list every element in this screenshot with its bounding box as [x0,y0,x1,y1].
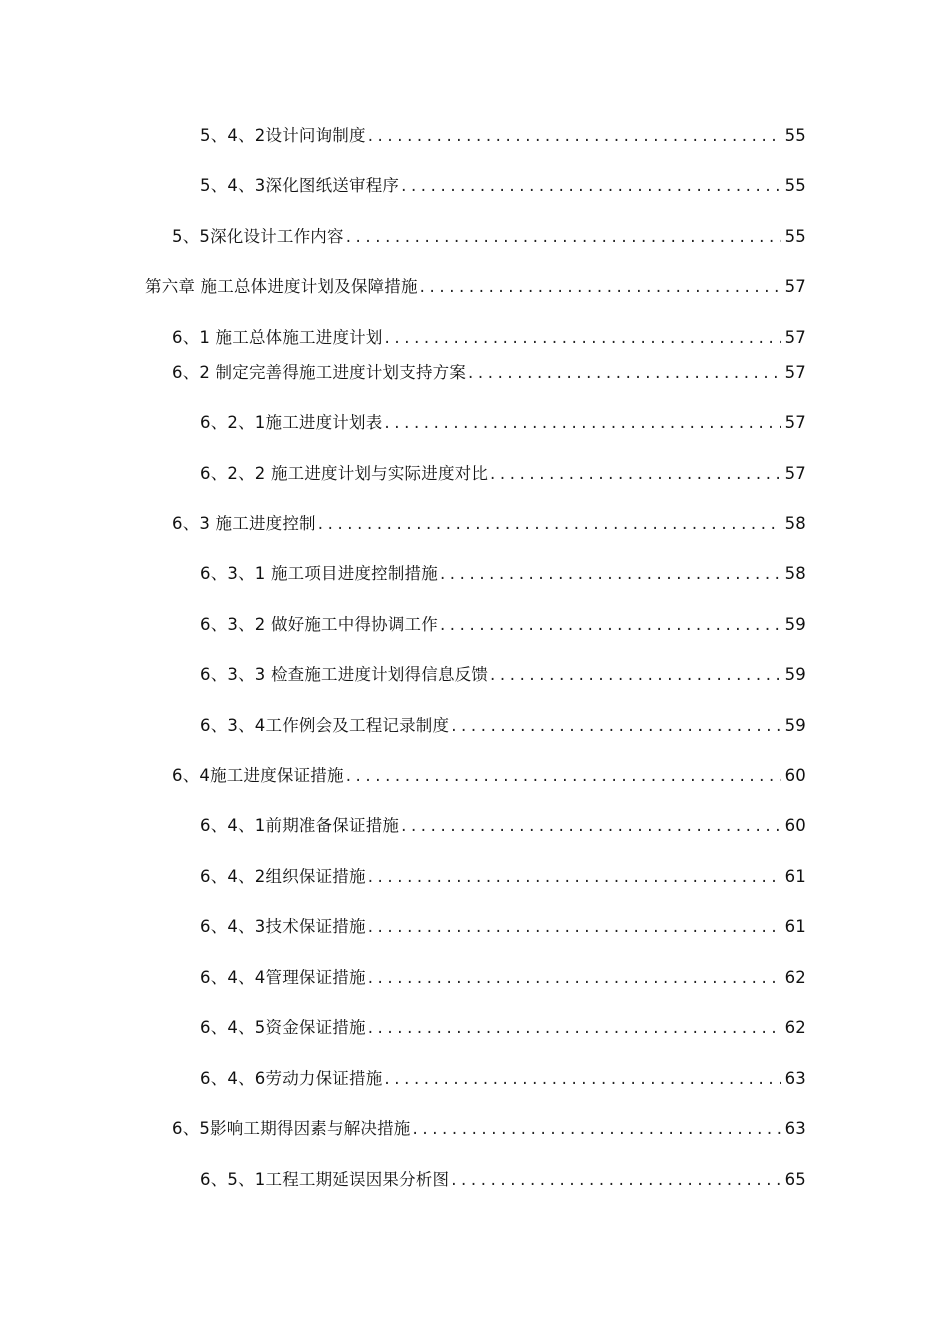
toc-entry[interactable] [200,122,806,150]
toc-entry-page-number: 55 [784,227,806,246]
toc-entry[interactable] [200,460,806,488]
toc-entry-page-number: 65 [784,1170,806,1189]
toc-entry-title: 6、4、5资金保证措施 [200,1018,366,1037]
toc-entry-page-number: 57 [784,464,806,483]
dot-leader [384,409,780,437]
toc-entry-title: 6、3、4工作例会及工程记录制度 [200,716,450,735]
dot-leader [401,172,781,200]
toc-entry-title: 6、2、1施工进度计划表 [200,413,383,432]
dot-leader [451,712,780,740]
toc-entry-page-number: 59 [784,716,806,735]
dot-leader [368,863,781,891]
dot-leader [420,273,781,301]
toc-entry-title: 6、3、1 施工项目进度控制措施 [200,564,438,583]
toc-entry[interactable] [200,560,806,588]
dot-leader [384,1065,780,1093]
toc-entry[interactable] [200,1065,806,1093]
dot-leader [401,812,781,840]
toc-entry-page-number: 55 [784,126,806,145]
toc-entry[interactable] [200,863,806,891]
toc-entry[interactable] [200,611,806,639]
toc-entry-title: 6、4、4管理保证措施 [200,968,366,987]
dot-leader [490,460,781,488]
dot-leader [346,223,781,251]
toc-entry-page-number: 57 [784,328,806,347]
toc-entry[interactable] [145,273,806,301]
toc-entry-page-number: 63 [784,1069,806,1088]
toc-entry-title: 6、4、6劳动力保证措施 [200,1069,383,1088]
dot-leader [413,1115,781,1143]
toc-entry-page-number: 57 [784,363,806,382]
toc-entry-title: 6、4施工进度保证措施 [172,766,344,785]
toc-entry[interactable] [200,661,806,689]
toc-entry-title: 5、5深化设计工作内容 [172,227,344,246]
toc-entry-page-number: 62 [784,1018,806,1037]
dot-leader [346,762,781,790]
toc-entry-page-number: 58 [784,514,806,533]
toc-entry-page-number: 57 [784,277,806,296]
toc-entry-title: 第六章 施工总体进度计划及保障措施 [145,277,418,296]
dot-leader [468,359,781,387]
toc-entry-title: 6、4、2组织保证措施 [200,867,366,886]
toc-entry[interactable] [172,324,806,352]
toc-entry[interactable] [200,1014,806,1042]
toc-entry-title: 5、4、3深化图纸送审程序 [200,176,400,195]
toc-entry-page-number: 62 [784,968,806,987]
toc-entry[interactable] [172,762,806,790]
toc-entry-title: 6、2、2 施工进度计划与实际进度对比 [200,464,489,483]
dot-leader [451,1166,780,1194]
toc-entry[interactable] [172,1115,806,1143]
toc-entry-page-number: 63 [784,1119,806,1138]
toc-entry-title: 6、4、3技术保证措施 [200,917,366,936]
dot-leader [490,661,781,689]
toc-entry[interactable] [200,172,806,200]
toc-entry[interactable] [172,359,806,387]
toc-entry-title: 6、5、1工程工期延误因果分析图 [200,1170,450,1189]
toc-entry-title: 6、3、2 做好施工中得协调工作 [200,615,438,634]
toc-entry-page-number: 61 [784,867,806,886]
toc-entry-page-number: 60 [784,816,806,835]
toc-entry[interactable] [200,1166,806,1194]
toc-entry-page-number: 60 [784,766,806,785]
toc-entry-page-number: 59 [784,665,806,684]
toc-entry[interactable] [172,510,806,538]
toc-entry[interactable] [200,812,806,840]
toc-entry[interactable] [172,223,806,251]
toc-entry-title: 6、3 施工进度控制 [172,514,316,533]
toc-entry-page-number: 58 [784,564,806,583]
toc-entry-title: 6、3、3 检查施工进度计划得信息反馈 [200,665,489,684]
toc-entry-title: 6、4、1前期准备保证措施 [200,816,400,835]
toc-entry-title: 6、1 施工总体施工进度计划 [172,328,383,347]
toc-entry-page-number: 57 [784,413,806,432]
dot-leader [368,964,781,992]
dot-leader [385,324,781,352]
toc-entry[interactable] [200,913,806,941]
toc-entry[interactable] [200,712,806,740]
toc-entry[interactable] [200,964,806,992]
toc-entry-page-number: 59 [784,615,806,634]
dot-leader [318,510,781,538]
dot-leader [368,1014,781,1042]
toc-entry[interactable] [200,409,806,437]
toc-entry-title: 6、5影响工期得因素与解决措施 [172,1119,411,1138]
dot-leader [440,560,781,588]
toc-entry-title: 6、2 制定完善得施工进度计划支持方案 [172,363,467,382]
toc-entry-page-number: 55 [784,176,806,195]
toc-entry-page-number: 61 [784,917,806,936]
dot-leader [368,913,781,941]
dot-leader [440,611,781,639]
dot-leader [368,122,781,150]
toc-entry-title: 5、4、2设计问询制度 [200,126,366,145]
